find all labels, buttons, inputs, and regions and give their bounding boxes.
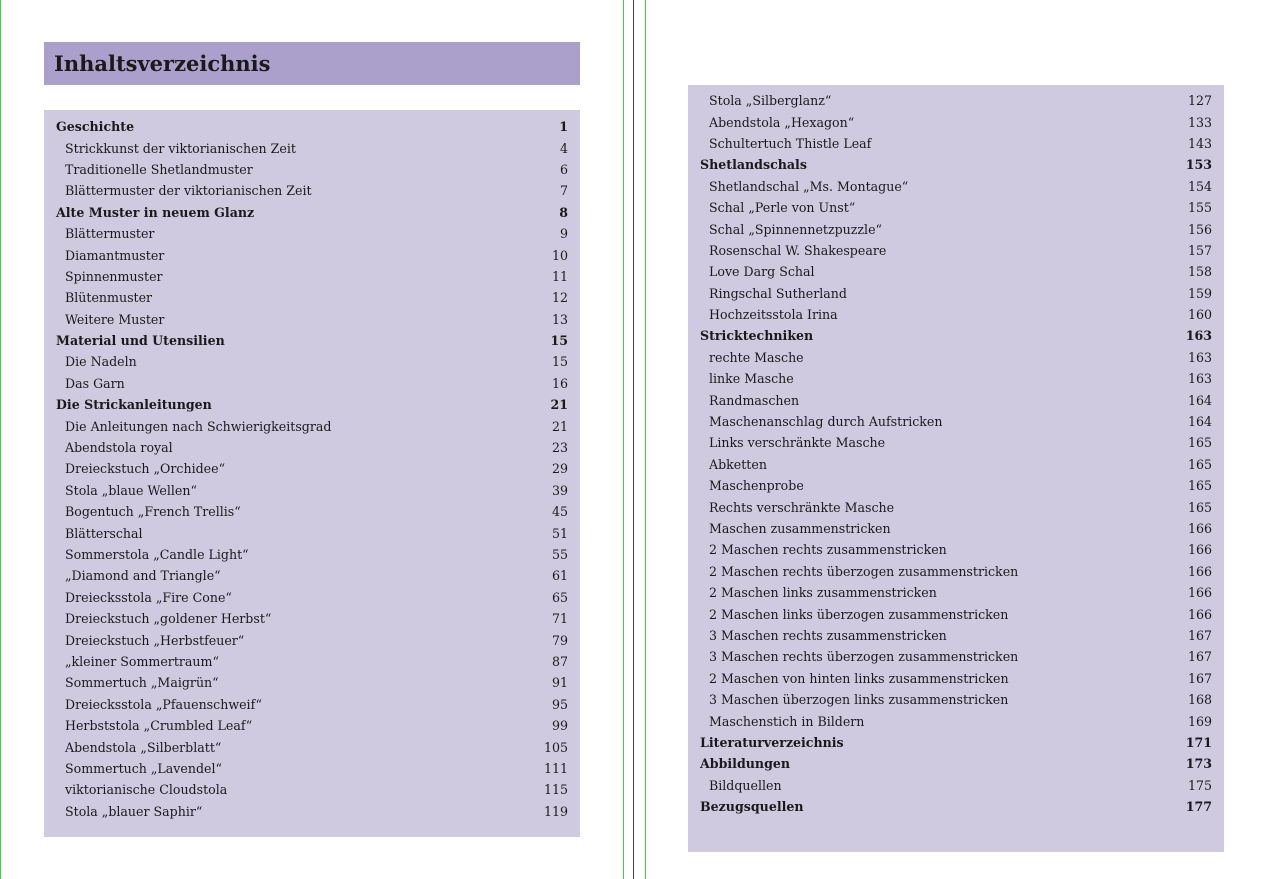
- toc-entry[interactable]: [700, 454, 1212, 475]
- toc-entry[interactable]: [56, 501, 568, 522]
- toc-section-entry[interactable]: [700, 732, 1212, 753]
- toc-entry[interactable]: [56, 522, 568, 543]
- toc-page-number: 16: [551, 375, 568, 391]
- toc-page-number: 61: [551, 568, 568, 584]
- toc-entry[interactable]: [56, 244, 568, 265]
- toc-page-number: 95: [551, 696, 568, 712]
- toc-page-number: 4: [559, 140, 568, 156]
- toc-entry-label: linke Masche: [709, 371, 794, 387]
- toc-entry-label: Traditionelle Shetlandmuster: [65, 161, 253, 177]
- toc-entry-label: 2 Maschen links zusammenstricken: [709, 585, 937, 601]
- toc-entry[interactable]: [56, 629, 568, 650]
- toc-page-number: 177: [1185, 799, 1212, 815]
- toc-entry-label: 2 Maschen rechts überzogen zusammenstricken: [709, 563, 1019, 579]
- toc-entry-label: „kleiner Sommertraum“: [65, 653, 219, 669]
- toc-entry[interactable]: [700, 432, 1212, 453]
- toc-entry[interactable]: [700, 561, 1212, 582]
- toc-entry-label: Dreieckstuch „Herbstfeuer“: [65, 632, 245, 648]
- toc-entry-label: Strickkunst der viktorianischen Zeit: [65, 140, 296, 156]
- toc-entry[interactable]: [700, 261, 1212, 282]
- toc-entry[interactable]: [700, 625, 1212, 646]
- toc-entry[interactable]: [56, 801, 568, 822]
- toc-page-number: 173: [1185, 756, 1212, 772]
- toc-entry-label: Bogentuch „French Trellis“: [65, 504, 241, 520]
- toc-entry[interactable]: [56, 565, 568, 586]
- toc-entry-label: Sommerstola „Candle Light“: [65, 547, 249, 562]
- toc-entry[interactable]: [700, 218, 1212, 239]
- toc-page-number: 10: [551, 247, 568, 263]
- toc-entry[interactable]: [56, 373, 568, 394]
- toc-page-number: 23: [551, 440, 568, 456]
- toc-entry-label: „Diamond and Triangle“: [65, 568, 221, 584]
- toc-page-number: 166: [1187, 542, 1212, 558]
- toc-page-number: 175: [1187, 777, 1212, 793]
- toc-entry[interactable]: [700, 668, 1212, 689]
- toc-page-number: 163: [1185, 328, 1212, 344]
- toc-entry-label: Ringschal Sutherland: [709, 285, 847, 301]
- toc-entry-label: Geschichte: [56, 119, 135, 135]
- toc-entry[interactable]: [700, 368, 1212, 389]
- toc-page-number: 164: [1187, 392, 1212, 408]
- toc-entry-label: Rechts verschränkte Masche: [709, 499, 895, 515]
- toc-page-number: 154: [1187, 178, 1212, 194]
- toc-entry[interactable]: [56, 309, 568, 330]
- toc-entry-label: Randmaschen: [709, 392, 800, 408]
- toc-entry[interactable]: [700, 775, 1212, 796]
- toc-entry-label: Abendstola „Silberblatt“: [65, 739, 222, 755]
- toc-page-number: 164: [1187, 414, 1212, 430]
- toc-page-number: 166: [1187, 606, 1212, 622]
- toc-page-number: 119: [543, 803, 568, 819]
- toc-page-number: 159: [1187, 285, 1212, 301]
- toc-page-number: 79: [551, 632, 568, 648]
- toc-page-number: 153: [1185, 157, 1212, 173]
- toc-page-number: 160: [1187, 307, 1212, 323]
- toc-page-number: 157: [1187, 242, 1212, 258]
- toc-panel-right: [688, 85, 1224, 852]
- toc-page-number: 87: [551, 653, 568, 669]
- toc-page-number: 65: [551, 589, 568, 605]
- toc-entry-label: Alte Muster in neuem Glanz: [56, 204, 255, 220]
- toc-entry[interactable]: [56, 608, 568, 629]
- toc-entry-label: Bezugsquellen: [700, 799, 804, 815]
- toc-entry[interactable]: [56, 779, 568, 800]
- toc-entry-label: Bildquellen: [709, 777, 782, 793]
- toc-entry[interactable]: [700, 603, 1212, 624]
- toc-page-number: 155: [1187, 200, 1212, 216]
- toc-page-number: 8: [559, 204, 568, 220]
- toc-entry-label: Blütenmuster: [65, 290, 153, 306]
- toc-page-number: 13: [551, 311, 568, 327]
- toc-section-entry[interactable]: [700, 796, 1212, 817]
- toc-page-number: 165: [1187, 435, 1212, 451]
- spine-guide-line: [633, 0, 634, 879]
- toc-entry-label: viktorianische Cloudstola: [65, 782, 228, 798]
- toc-entry-label: Maschenanschlag durch Aufstricken: [709, 414, 943, 430]
- toc-page-number: 71: [551, 611, 568, 627]
- toc-entry-label: Maschenstich in Bildern: [709, 713, 865, 729]
- toc-entry[interactable]: [56, 137, 568, 158]
- toc-entry[interactable]: [56, 266, 568, 287]
- toc-page-number: 6: [559, 161, 568, 177]
- toc-page-number: 1: [559, 119, 568, 135]
- toc-page-number: 133: [1187, 114, 1212, 130]
- toc-entry-label: Schal „Perle von Unst“: [709, 200, 856, 216]
- toc-entry[interactable]: [700, 411, 1212, 432]
- toc-entry-label: 3 Maschen überzogen links zusammenstricken: [709, 692, 1009, 708]
- toc-section-entry[interactable]: [56, 330, 568, 351]
- toc-entry-label: Schultertuch Thistle Leaf: [709, 135, 872, 151]
- toc-entry-label: 2 Maschen links überzogen zusammenstricken: [709, 606, 1009, 622]
- toc-page-number: 9: [559, 226, 568, 242]
- toc-entry[interactable]: [56, 480, 568, 501]
- title-bar: [44, 42, 580, 85]
- toc-entry-label: Sommertuch „Lavendel“: [65, 760, 222, 776]
- toc-entry-label: Shetlandschal „Ms. Montague“: [709, 178, 909, 194]
- toc-page-number: 21: [550, 397, 568, 413]
- toc-entry-label: Blätterschal: [65, 525, 143, 541]
- toc-page-number: 166: [1187, 563, 1212, 579]
- toc-entry-label: Maschen zusammenstricken: [709, 521, 891, 536]
- toc-page-number: 55: [551, 547, 568, 562]
- toc-page-number: 115: [543, 782, 568, 798]
- page-guide-line: [623, 0, 624, 879]
- toc-page-number: 158: [1187, 264, 1212, 280]
- toc-page-number: 143: [1187, 135, 1212, 151]
- toc-entry[interactable]: [700, 133, 1212, 154]
- toc-entry-label: Dreiecksstola „Pfauenschweif“: [65, 696, 262, 712]
- toc-entry-label: rechte Masche: [709, 349, 804, 365]
- page-title: Inhaltsverzeichnis: [54, 51, 271, 76]
- toc-entry-label: Das Garn: [65, 375, 125, 391]
- toc-entry-label: Die Nadeln: [65, 354, 137, 370]
- toc-entry-label: Material und Utensilien: [56, 333, 225, 349]
- toc-entry[interactable]: [56, 351, 568, 372]
- toc-entry-label: Rosenschal W. Shakespeare: [709, 242, 887, 258]
- toc-entry-label: Literaturverzeichnis: [700, 734, 844, 750]
- toc-section-entry[interactable]: [700, 325, 1212, 346]
- toc-entry[interactable]: [700, 283, 1212, 304]
- toc-panel-left: [44, 110, 580, 837]
- toc-entry[interactable]: [56, 223, 568, 244]
- toc-entry[interactable]: [56, 458, 568, 479]
- toc-page-number: 171: [1185, 734, 1212, 750]
- toc-entry[interactable]: [700, 582, 1212, 603]
- toc-entry-label: Links verschränkte Masche: [709, 435, 886, 451]
- toc-page-number: 166: [1187, 585, 1212, 601]
- toc-entry[interactable]: [56, 672, 568, 693]
- toc-entry[interactable]: [700, 496, 1212, 517]
- toc-entry[interactable]: [700, 389, 1212, 410]
- toc-entry-label: Shetlandschals: [700, 157, 807, 173]
- toc-entry-label: Blättermuster: [65, 226, 155, 242]
- toc-entry-label: 3 Maschen rechts zusammenstricken: [709, 627, 947, 643]
- toc-page-number: 169: [1187, 713, 1212, 729]
- toc-entry[interactable]: [700, 518, 1212, 539]
- toc-entry[interactable]: [700, 646, 1212, 667]
- toc-entry-label: Stricktechniken: [700, 328, 814, 344]
- toc-entry[interactable]: [56, 587, 568, 608]
- toc-entry[interactable]: [700, 710, 1212, 731]
- toc-entry[interactable]: [56, 694, 568, 715]
- toc-entry[interactable]: [700, 197, 1212, 218]
- toc-entry[interactable]: [700, 90, 1212, 111]
- toc-entry-label: 3 Maschen rechts überzogen zusammenstricken: [709, 649, 1019, 665]
- toc-entry[interactable]: [56, 159, 568, 180]
- toc-entry[interactable]: [700, 176, 1212, 197]
- toc-section-entry[interactable]: [700, 154, 1212, 175]
- toc-page-number: 15: [550, 333, 568, 349]
- toc-entry[interactable]: [700, 111, 1212, 132]
- toc-entry-label: 2 Maschen rechts zusammenstricken: [709, 542, 947, 558]
- toc-entry-label: Hochzeitsstola Irina: [709, 307, 838, 323]
- toc-entry-label: 2 Maschen von hinten links zusammenstricken: [709, 670, 1009, 686]
- toc-entry-label: Stola „blaue Wellen“: [65, 482, 197, 498]
- toc-entry-label: Die Strickanleitungen: [56, 397, 212, 413]
- toc-entry[interactable]: [56, 287, 568, 308]
- toc-page-number: 29: [551, 461, 568, 477]
- toc-entry[interactable]: [56, 415, 568, 436]
- toc-section-entry[interactable]: [700, 753, 1212, 774]
- toc-page-number: 91: [551, 675, 568, 691]
- toc-entry[interactable]: [700, 689, 1212, 710]
- toc-page-number: 167: [1187, 670, 1212, 686]
- toc-page-number: 156: [1187, 221, 1212, 237]
- toc-entry-label: Diamantmuster: [65, 247, 165, 263]
- toc-entry-label: Stola „Silberglanz“: [709, 93, 832, 109]
- toc-page-number: 45: [551, 504, 568, 520]
- toc-page-number: 163: [1187, 371, 1212, 387]
- toc-entry[interactable]: [700, 240, 1212, 261]
- toc-entry[interactable]: [56, 715, 568, 736]
- toc-entry[interactable]: [56, 736, 568, 757]
- toc-entry[interactable]: [56, 758, 568, 779]
- toc-page-number: 127: [1187, 93, 1212, 109]
- toc-page-number: 168: [1187, 692, 1212, 708]
- toc-page-number: 21: [551, 418, 568, 434]
- toc-entry-label: Dreieckstuch „Orchidee“: [65, 461, 226, 477]
- toc-entry[interactable]: [56, 180, 568, 201]
- toc-entry[interactable]: [56, 651, 568, 672]
- toc-entry-label: Love Darg Schal: [709, 264, 815, 280]
- toc-section-entry[interactable]: [56, 116, 568, 137]
- toc-entry-label: Maschenprobe: [709, 478, 804, 494]
- toc-page-number: 15: [551, 354, 568, 370]
- toc-entry-label: Abendstola royal: [65, 440, 173, 456]
- toc-page-number: 163: [1187, 349, 1212, 365]
- toc-entry-label: Stola „blauer Saphir“: [65, 803, 203, 819]
- toc-page-number: 39: [551, 482, 568, 498]
- toc-page-number: 51: [551, 525, 568, 541]
- toc-page-number: 99: [551, 718, 568, 734]
- right-page: [646, 0, 1263, 879]
- toc-page-number: 165: [1187, 478, 1212, 494]
- toc-entry[interactable]: [700, 475, 1212, 496]
- toc-entry-label: Herbststola „Crumbled Leaf“: [65, 718, 253, 734]
- toc-entry[interactable]: [56, 437, 568, 458]
- toc-section-entry[interactable]: [56, 394, 568, 415]
- toc-page-number: 167: [1187, 649, 1212, 665]
- toc-entry-label: Die Anleitungen nach Schwierigkeitsgrad: [65, 418, 332, 434]
- toc-page-number: 111: [543, 760, 568, 776]
- toc-entry[interactable]: [56, 544, 568, 565]
- toc-page-number: 165: [1187, 456, 1212, 472]
- toc-page-number: 167: [1187, 627, 1212, 643]
- toc-page-number: 7: [559, 183, 568, 199]
- toc-entry-label: Abbildungen: [700, 756, 791, 772]
- toc-entry[interactable]: [700, 539, 1212, 560]
- toc-entry-label: Spinnenmuster: [65, 268, 163, 284]
- toc-entry[interactable]: [700, 304, 1212, 325]
- toc-page-number: 105: [543, 739, 568, 755]
- toc-entry-label: Dreieckstuch „goldener Herbst“: [65, 611, 272, 627]
- toc-entry[interactable]: [700, 347, 1212, 368]
- toc-page-number: 165: [1187, 499, 1212, 515]
- toc-entry-label: Sommertuch „Maigrün“: [65, 675, 219, 691]
- toc-entry-label: Abendstola „Hexagon“: [709, 114, 855, 130]
- toc-section-entry[interactable]: [56, 202, 568, 223]
- toc-entry-label: Schal „Spinnennetzpuzzle“: [709, 221, 882, 237]
- toc-page-number: 12: [551, 290, 568, 306]
- toc-page-number: 11: [551, 268, 568, 284]
- toc-entry-label: Blättermuster der viktorianischen Zeit: [65, 183, 312, 199]
- left-page: [1, 0, 623, 879]
- toc-entry-label: Weitere Muster: [65, 311, 165, 327]
- toc-entry-label: Dreiecksstola „Fire Cone“: [65, 589, 232, 605]
- toc-entry-label: Abketten: [709, 456, 767, 472]
- toc-page-number: 166: [1187, 521, 1212, 536]
